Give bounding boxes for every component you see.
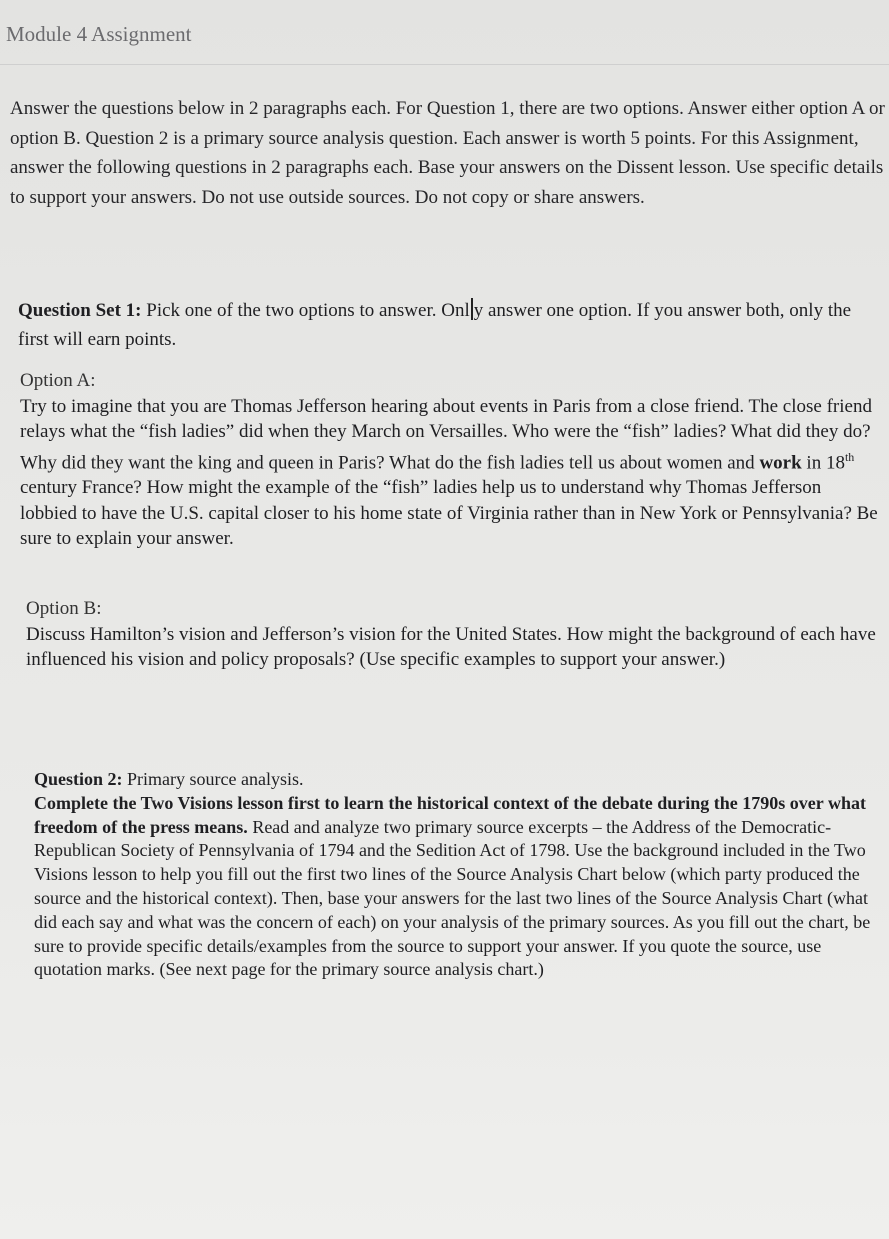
option-b-label: Option B: bbox=[26, 598, 102, 619]
option-a-label: Option A: bbox=[20, 370, 96, 391]
document-title: Module 4 Assignment bbox=[6, 22, 192, 46]
option-a-bold-word: work bbox=[759, 451, 802, 473]
option-b-block bbox=[26, 596, 876, 673]
question-2-heading bbox=[34, 768, 874, 792]
option-a-text-2: in 18 bbox=[801, 451, 845, 473]
question-2-label: Question 2: bbox=[34, 769, 123, 789]
option-a-text-3: century France? How might the example of the “fish” ladies help us to understand why Thomas Jefferson lobbied to have the U.S. capital closer to his home state of Virginia rather than in New York or Pennsylvania? Be sure to explain your answer. bbox=[20, 477, 878, 550]
option-a-superscript: th bbox=[844, 449, 855, 464]
question-set-1-text-end: y answer one option. If you answer both, only the first will earn points. bbox=[18, 300, 852, 350]
question-set-1-label: Question Set 1: bbox=[18, 300, 142, 321]
option-a-text-1: Try to imagine that you are Thomas Jefferson hearing about events in Paris from a close friend. The close friend relays what the “fish ladies” did when they March on Versailles. Who were the “fish” ladies? What did they do? Why did they want the king and queen in Paris? What do the fish ladies tell us about women and bbox=[20, 395, 872, 473]
question-2-text: Read and analyze two primary source excerpts – the Address of the Democratic-Republican Society of Pennsylvania of 1794 and the Sedition Act of 1798. Use the background included in the Two Visions lesson to help you fill out the first two lines of the Source Analysis Chart below (which party produced the source and the historical context). Then, base your answers for the last two lines of the Source Analysis Chart (what did each say and what was the concern of each) on your analysis of the primary sources. As you fill out the chart, be sure to provide specific details/examples from the source to support your answer. If you quote the source, use quotation marks. (See next page for the primary source analysis chart.) bbox=[34, 816, 871, 980]
option-b-text: Discuss Hamilton’s vision and Jefferson’s vision for the United States. How might the background of each have influenced his vision and policy proposals? (Use specific examples to support your answer.) bbox=[26, 623, 876, 670]
question-2-bold-text: Complete the Two Visions lesson first to learn the historical context of the debate during the 1790s over what freedom of the press means. bbox=[34, 792, 866, 837]
question-set-1-paragraph bbox=[18, 296, 878, 354]
instructions-paragraph: Answer the questions below in 2 paragraphs each. For Question 1, there are two options. Answer either option A or option B. Question 2 is a primary source analysis question. Each answer is worth 5 points. For this Assignment, answer the following questions in 2 paragraphs each. Base your answers on the Dissent lesson. Use specific details to support your answers. Do not use outside sources. Do not copy or share answers. bbox=[10, 98, 885, 208]
text-cursor bbox=[471, 298, 473, 320]
question-2-heading-text: Primary source analysis. bbox=[122, 769, 304, 789]
option-a-block bbox=[20, 368, 882, 552]
title-divider bbox=[0, 64, 889, 65]
question-set-1-text-start: Pick one of the two options to answer. Onl bbox=[141, 300, 470, 321]
question-2-block bbox=[34, 768, 874, 982]
